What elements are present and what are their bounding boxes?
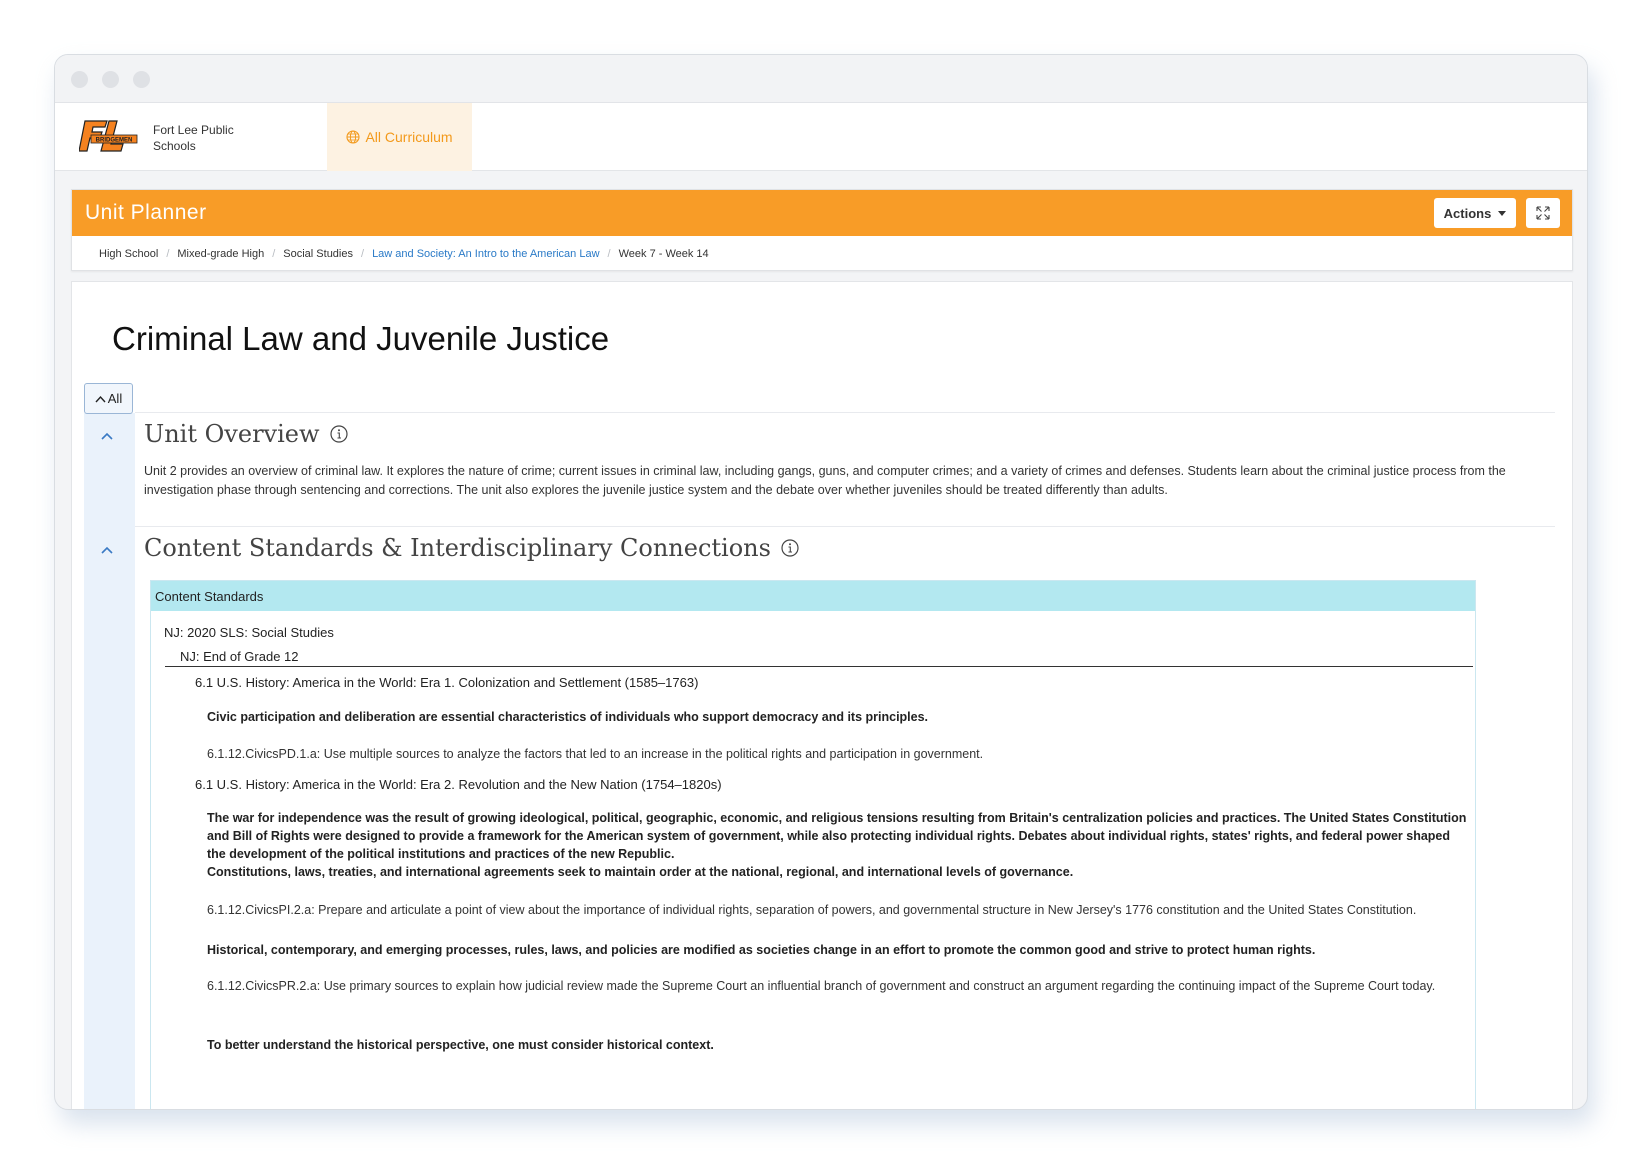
breadcrumb-separator: / [166,248,170,260]
browser-window [54,54,1588,1110]
breadcrumb-item[interactable]: High School [99,248,159,260]
window-close-dot[interactable] [71,71,88,88]
era-heading: 6.1 U.S. History: America in the World: Era 2. Revolution and the New Nation (1754–1820s) [195,777,722,792]
disciplinary-idea: Civic participation and deliberation are essential characteristics of individuals who support democracy and its principles. [207,710,929,724]
district-name: Fort Lee Public Schools [153,123,234,153]
standards-heading-text: Content Standards & Interdisciplinary Connections [144,534,771,562]
standard-item: 6.1.12.CivicsPD.1.a: Use multiple sources to analyze the factors that led to an increase in the political rights and participation in government. [207,747,984,761]
district-logo[interactable] [79,119,139,153]
standard-item: 6.1.12.CivicsPI.2.a: Prepare and articulate a point of view about the importance of individual rights, separation of powers, and governmental structure in New Jersey's 1776 constitution and the United States Constitution. [207,903,1417,917]
breadcrumb-separator: / [607,248,611,260]
collapse-standards-icon[interactable] [101,546,113,554]
disciplinary-idea: The war for independence was the result of growing ideological, political, geographic, economic, and religious tensions resulting from Britain's centralization policies and practices. The United States Constitution and Bill of Rights were designed to provide a framework for the American system of government, while also protecting individual rights. Debates about individual rights, states' rights, and federal power shaped the development of the political institutions and practices of the new Republic. [207,811,1467,861]
window-titlebar [55,55,1587,103]
globe-icon [346,130,360,144]
expand-icon [1536,206,1550,220]
unit-content [71,281,1573,1110]
overview-text: Unit 2 provides an overview of criminal law. It explores the nature of crime; current issues in criminal law, including gangs, guns, and computer crimes; and a variety of crimes and defenses. Students learn about the criminal justice process from the investigation phase through sentencing and corrections. The unit also explores the juvenile justice system and the debate over whether juveniles should be treated differently than adults. [144,464,1506,497]
all-curriculum-link[interactable] [327,103,472,171]
unit-title: Criminal Law and Juvenile Justice [112,320,610,357]
disciplinary-idea: Historical, contemporary, and emerging processes, rules, laws, and policies are modified as societies change in an effort to promote the common good and strive to protect human rights. [207,943,1316,957]
breadcrumb-separator: / [361,248,365,260]
collapse-all-button[interactable] [84,383,133,414]
breadcrumb-current: Week 7 - Week 14 [618,248,709,260]
era-heading: 6.1 U.S. History: America in the World: Era 1. Colonization and Settlement (1585–1763) [195,675,699,690]
disciplinary-idea: To better understand the historical perspective, one must consider historical context. [207,1038,714,1052]
caret-down-icon [1498,211,1506,216]
actions-dropdown-button[interactable] [1434,198,1516,228]
info-icon[interactable] [781,539,799,557]
window-minimize-dot[interactable] [102,71,119,88]
breadcrumb-separator: / [272,248,276,260]
content-standards-title: Content Standards [151,581,1475,611]
planner-title: Unit Planner [85,201,207,224]
standards-heading [144,534,799,562]
overview-heading [144,420,348,448]
section-gutter [84,413,135,1110]
breadcrumb-course-link[interactable]: Law and Society: An Intro to the American Law [372,248,600,260]
breadcrumb-item[interactable]: Mixed-grade High [177,248,265,260]
fullscreen-button[interactable] [1526,198,1560,228]
breadcrumb-item[interactable]: Social Studies [283,248,353,260]
all-curriculum-label: All Curriculum [365,129,453,145]
collapse-overview-icon[interactable] [101,432,113,440]
disciplinary-idea: Constitutions, laws, treaties, and international agreements seek to maintain order at the national, regional, and international levels of governance. [207,865,1074,879]
planner-header-bar [72,190,1572,236]
content-standards-box [150,580,1476,1110]
info-icon[interactable] [330,425,348,443]
chevron-up-icon [95,395,106,403]
collapse-all-label: All [107,391,123,406]
divider [135,412,1555,413]
svg-text:BRIDGEMEN: BRIDGEMEN [95,137,133,144]
overview-heading-text: Unit Overview [144,420,320,448]
standard-set: NJ: 2020 SLS: Social Studies [164,625,334,640]
divider [135,526,1555,527]
breadcrumb [72,236,1572,272]
window-zoom-dot[interactable] [133,71,150,88]
grade-level: NJ: End of Grade 12 [165,649,1473,667]
standard-item: 6.1.12.CivicsPR.2.a: Use primary sources to explain how judicial review made the Supreme Court an influential branch of government and construct an argument regarding the continuing impact of the Supreme Court today. [207,979,1436,993]
app-header [55,103,1587,171]
unit-planner-panel [71,189,1573,271]
actions-label: Actions [1443,205,1492,221]
